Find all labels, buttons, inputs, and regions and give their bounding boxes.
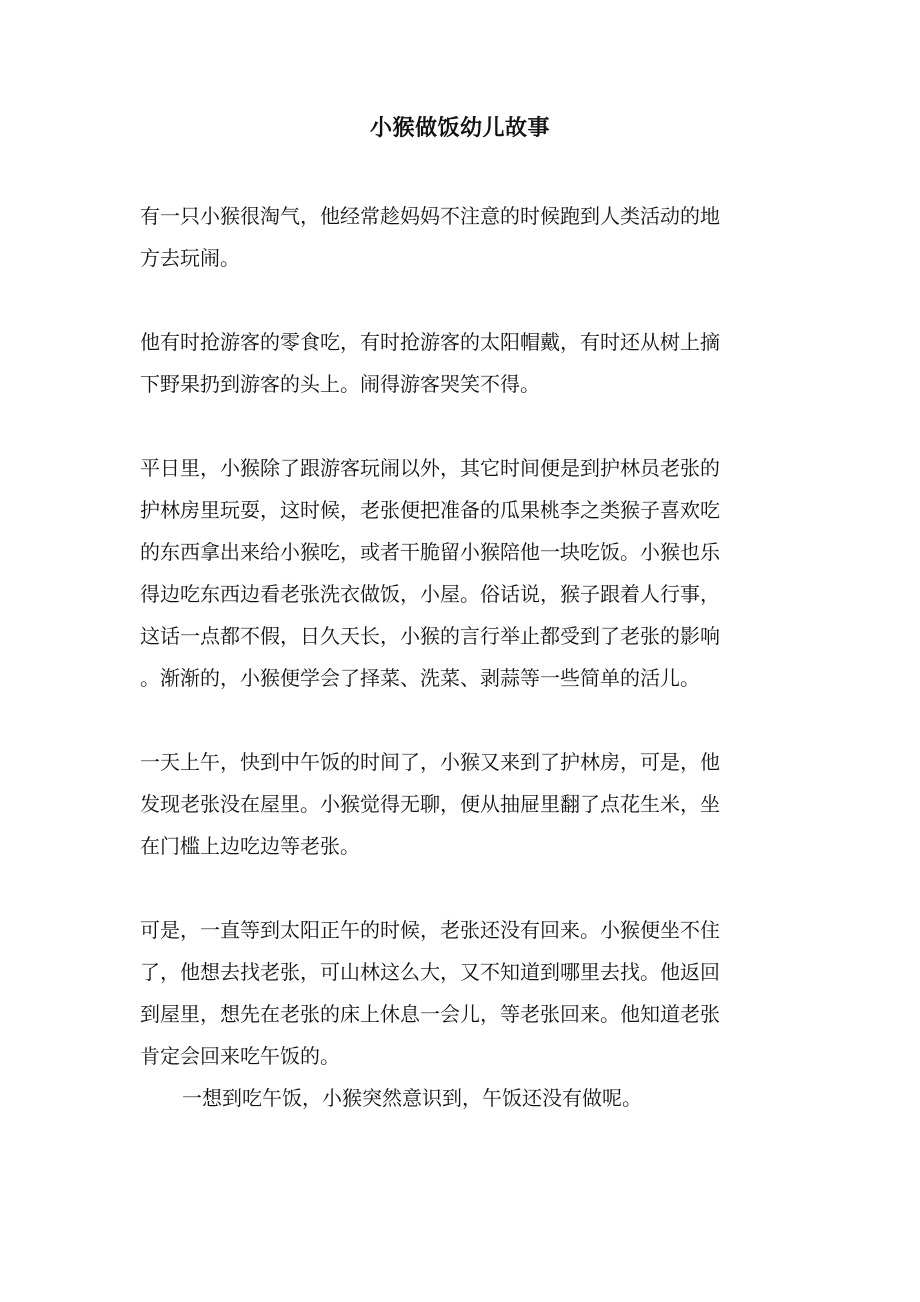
paragraph-line: 下野果扔到游客的头上。闹得游客哭笑不得。 xyxy=(140,372,540,396)
paragraph-line: 。渐渐的，小猴便学会了择菜、洗菜、剥蒜等一些简单的活儿。 xyxy=(140,666,700,690)
paragraph-6 xyxy=(182,1077,812,1119)
paragraph-1 xyxy=(140,195,770,279)
paragraph-3 xyxy=(140,447,770,699)
paragraph-line: 发现老张没在屋里。小猴觉得无聊，便从抽屉里翻了点花生米，坐 xyxy=(140,792,720,816)
paragraph-line: 一想到吃午饭，小猴突然意识到，午饭还没有做呢。 xyxy=(182,1086,642,1110)
paragraph-5 xyxy=(140,909,770,1077)
document-title: 小猴做饭幼儿故事 xyxy=(369,115,550,141)
paragraph-2 xyxy=(140,321,770,405)
paragraph-line: 有一只小猴很淘气，他经常趁妈妈不注意的时候跑到人类活动的地 xyxy=(140,204,720,228)
paragraph-line: 一天上午，快到中午饭的时间了，小猴又来到了护林房，可是，他 xyxy=(140,750,720,774)
paragraph-line: 的东西拿出来给小猴吃，或者干脆留小猴陪他一块吃饭。小猴也乐 xyxy=(140,540,720,564)
paragraph-line: 平日里，小猴除了跟游客玩闹以外，其它时间便是到护林员老张的 xyxy=(140,456,720,480)
paragraph-line: 了，他想去找老张，可山林这么大，又不知道到哪里去找。他返回 xyxy=(140,960,720,984)
paragraph-line: 到屋里，想先在老张的床上休息一会儿，等老张回来。他知道老张 xyxy=(140,1002,720,1026)
paragraph-line: 他有时抢游客的零食吃，有时抢游客的太阳帽戴，有时还从树上摘 xyxy=(140,330,720,354)
paragraph-line: 可是，一直等到太阳正午的时候，老张还没有回来。小猴便坐不住 xyxy=(140,918,720,942)
paragraph-line: 在门槛上边吃边等老张。 xyxy=(140,834,360,858)
paragraph-line: 方去玩闹。 xyxy=(140,246,240,270)
paragraph-line: 护林房里玩耍，这时候，老张便把准备的瓜果桃李之类猴子喜欢吃 xyxy=(140,498,720,522)
paragraph-4 xyxy=(140,741,770,867)
paragraph-line: 这话一点都不假，日久天长，小猴的言行举止都受到了老张的影响 xyxy=(140,624,720,648)
paragraph-line: 得边吃东西边看老张洗衣做饭，小屋。俗话说，猴子跟着人行事， xyxy=(140,582,720,606)
paragraph-line: 肯定会回来吃午饭的。 xyxy=(140,1044,340,1068)
